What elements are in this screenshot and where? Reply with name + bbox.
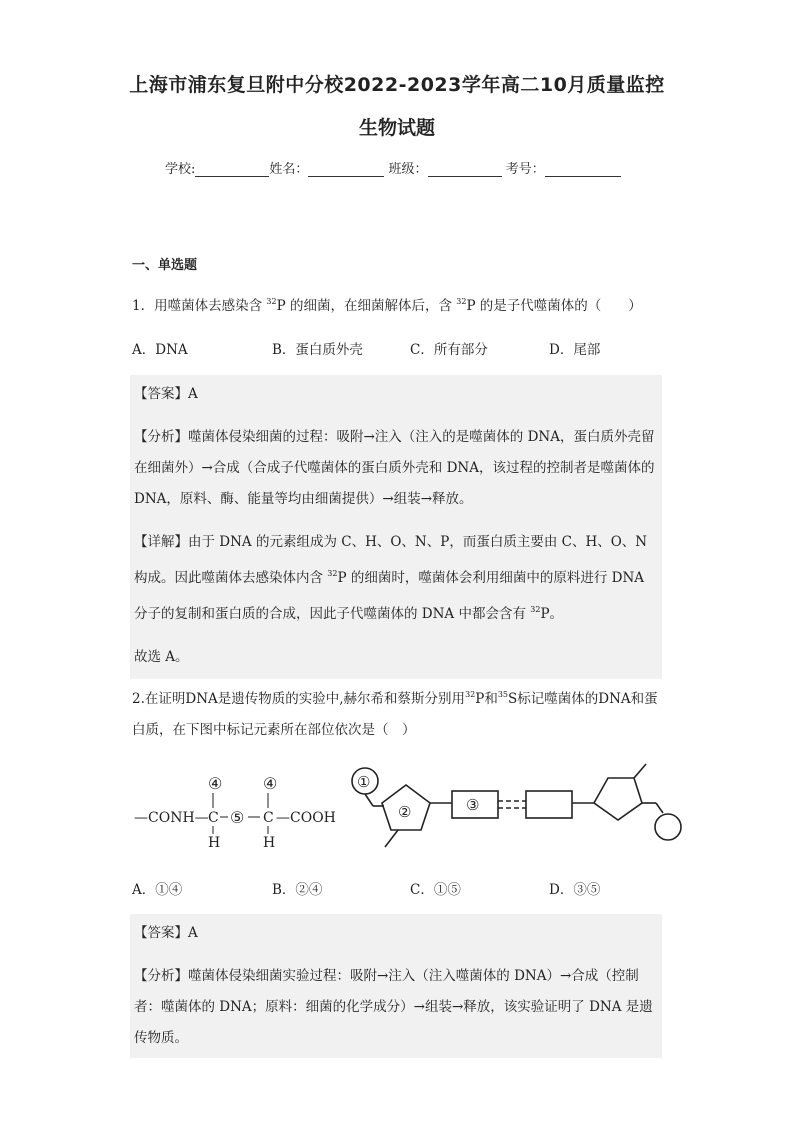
- cooh-group: —COOH: [276, 810, 336, 826]
- label-5: ⑤: [230, 808, 245, 827]
- q1-option-b[interactable]: B．蛋白质外壳: [272, 342, 363, 358]
- q2-option-c[interactable]: C．①⑤: [410, 882, 461, 898]
- school-blank[interactable]: [195, 162, 269, 177]
- exam-title: 上海市浦东复旦附中分校2022-2023学年高二10月质量监控: [129, 74, 665, 96]
- label-2: ②: [398, 803, 412, 821]
- q1-analysis: 【分析】噬菌体侵染细菌的过程：吸附→注入（注入的是噬菌体的 DNA，蛋白质外壳留在细菌外）→合成（合成子代噬菌体的蛋白质外壳和 DNA，该过程的控制者是噬菌体的 DNA，原料、酶、能量等均由细菌提供）→组装→释放。: [134, 429, 655, 507]
- exam-number-label: 考号：: [505, 162, 545, 177]
- label-4b: ④: [263, 774, 278, 793]
- svg-text:C: C: [263, 810, 274, 826]
- q1-answer-box: [130, 375, 662, 679]
- conh-group: —CONH—: [134, 810, 209, 826]
- label-4a: ④: [208, 774, 223, 793]
- q2-answer-box: [130, 914, 662, 1058]
- exam-subtitle: 生物试题: [358, 117, 435, 139]
- q1-stem: 1．用噬菌体去感染含 $^{32}$P 的细菌，在细菌解体后，含 $^{32}$P 的是子代噬菌体的（ ）: [132, 297, 642, 314]
- svg-text:C: C: [208, 810, 219, 826]
- q1-option-a[interactable]: A．DNA: [132, 342, 188, 358]
- section-title: 一、单选题: [132, 258, 198, 273]
- q2-stem: 2.在证明DNA是遗传物质的实验中,赫尔希和蔡斯分别用$^{32}$P和$^{35}$S标记噬菌体的DNA和蛋白质，在下图中标记元素所在部位依次是（ ）: [132, 690, 658, 738]
- exam-number-blank[interactable]: [545, 162, 621, 177]
- q1-conclusion: 故选 A。: [134, 649, 189, 665]
- q2-option-b[interactable]: B．②④: [272, 882, 323, 898]
- phosphate-circle-partner: [655, 814, 681, 840]
- school-label: 学校:: [165, 162, 196, 177]
- svg-text:H: H: [208, 835, 221, 851]
- molecule-diagram: [128, 760, 688, 855]
- name-blank[interactable]: [308, 162, 384, 177]
- q2-analysis: 【分析】噬菌体侵染细菌实验过程：吸附→注入（注入噬菌体的 DNA）→合成（控制者：噬菌体的 DNA；原料：细菌的化学成分）→组装→释放，该实验证明了 DNA 是遗传物质。: [134, 968, 653, 1046]
- q1-option-d[interactable]: D．尾部: [549, 342, 601, 358]
- label-3: ③: [466, 796, 480, 814]
- q1-option-c[interactable]: C．所有部分: [410, 342, 488, 358]
- name-label: 姓名：: [269, 162, 309, 177]
- carbon-1: [208, 774, 222, 851]
- q1-answer: 【答案】A: [134, 386, 198, 402]
- q2-answer: 【答案】A: [134, 925, 198, 941]
- q2-option-d[interactable]: D．③⑤: [549, 882, 601, 898]
- class-blank[interactable]: [428, 162, 502, 177]
- q1-detail: 【详解】由于 DNA 的元素组成为 C、H、O、N、P，而蛋白质主要由 C、H、O、N 构成。因此噬菌体去感染体内含 $^{32}$P 的细菌时，噬菌体会利用细菌中的原料进行 DNA 分子的复制和蛋白质的合成，因此子代噬菌体的 DNA 中都会含有 $^{32}$P。: [134, 534, 648, 622]
- class-label: 班级：: [388, 162, 428, 177]
- base-partner: [526, 791, 572, 818]
- label-1: ①: [357, 773, 371, 791]
- q2-option-a[interactable]: A．①④: [132, 882, 183, 898]
- pentose-sugar-partner: [594, 778, 642, 820]
- student-info-fields: [165, 158, 621, 177]
- svg-text:H: H: [263, 835, 276, 851]
